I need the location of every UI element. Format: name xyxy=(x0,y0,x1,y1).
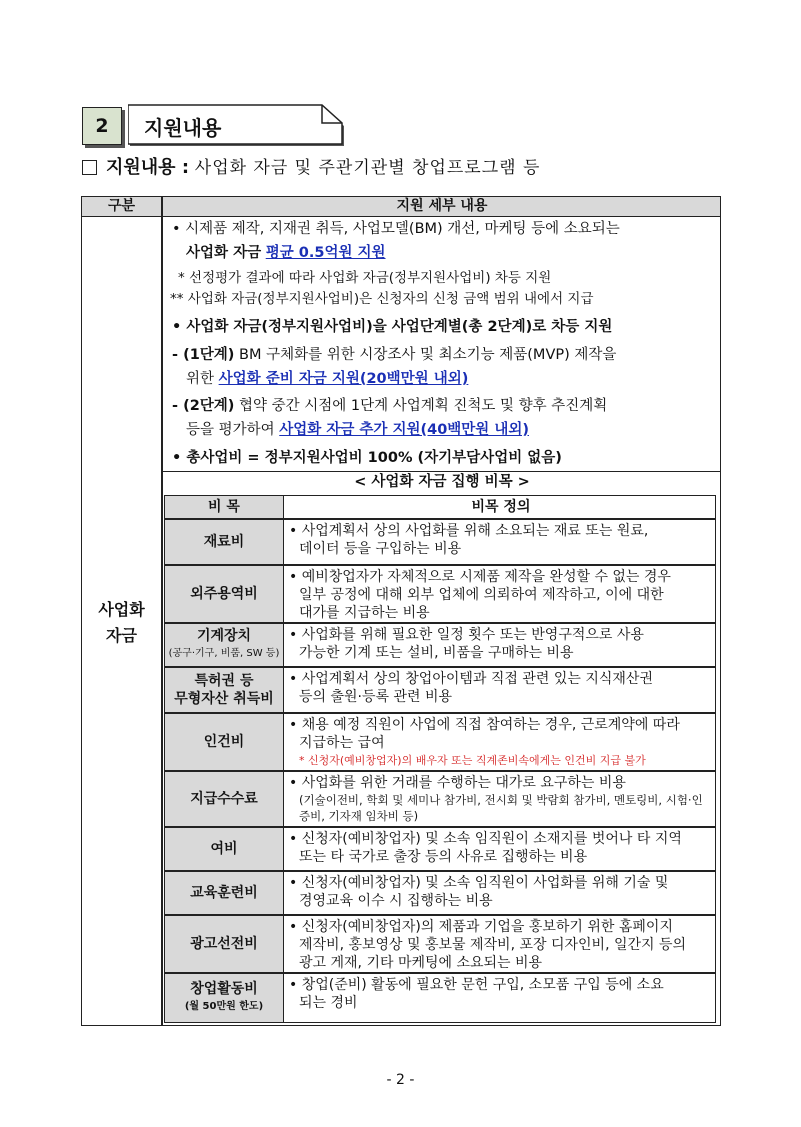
expense-definition xyxy=(289,568,709,622)
definition-line: 제작비, 홍보영상 및 홍보물 제작비, 포장 디자인비, 일간지 등의 xyxy=(299,937,687,953)
expense-name-sub: (월 50만원 한도) xyxy=(184,1001,264,1012)
detail-highlight: 평균 0.5억원 지원 xyxy=(265,245,386,261)
header-detail: 지원 세부 내용 xyxy=(396,198,488,214)
row-label xyxy=(82,597,161,649)
expense-definition xyxy=(289,918,709,972)
stage-text: 위한 xyxy=(186,371,219,387)
subtitle-label: 지원내용 : xyxy=(106,157,190,178)
checkbox-square-icon xyxy=(82,160,97,175)
table-row xyxy=(164,827,716,871)
stage-highlight: 사업화 자금 추가 지원(40백만원 내외) xyxy=(279,422,529,438)
definition-line: • 창업(준비) 활동에 필요한 문헌 구입, 소모품 구입 등에 소요 xyxy=(289,977,664,993)
table-row xyxy=(164,973,716,1023)
definition-warning: * 신청자(예비창업자)의 배우자 또는 직계존비속에게는 인건비 지급 불가 xyxy=(299,754,646,767)
definition-line: 광고 게재, 기타 마케팅에 소요되는 비용 xyxy=(299,955,543,971)
table-row xyxy=(164,519,716,565)
detail-note: * 선정평가 결과에 따라 사업화 자금(정부지원사업비) 차등 지원 xyxy=(178,270,552,286)
definition-line: • 채용 예정 직원이 사업에 직접 참여하는 경우, 근로계약에 따라 xyxy=(289,717,680,733)
expense-header-definition: 비목 정의 xyxy=(471,499,531,515)
subtitle-line xyxy=(106,153,540,179)
expense-definition xyxy=(289,976,709,1012)
definition-line: 경영교육 이수 시 집행하는 비용 xyxy=(299,893,493,909)
expense-table-header xyxy=(164,495,716,519)
expense-definition xyxy=(289,874,709,910)
expense-name-text: 기계장치 xyxy=(196,628,252,644)
section-title-box xyxy=(128,104,346,146)
expense-name: 지급수수료 xyxy=(165,772,284,826)
row-label-line2: 자금 xyxy=(106,626,137,645)
expense-name xyxy=(165,668,284,712)
definition-line: • 신청자(예비창업자) 및 소속 임직원이 소재지를 벗어나 타 지역 xyxy=(289,831,682,847)
expense-name-text: 창업활동비 xyxy=(190,981,258,997)
expense-name: 외주용역비 xyxy=(165,566,284,622)
definition-line: 또는 타 국가로 출장 등의 사유로 집행하는 비용 xyxy=(299,849,588,865)
section-number-box: 2 xyxy=(82,107,122,145)
expense-name-sub: (공구·기구, 비품, SW 등) xyxy=(168,648,280,659)
expense-name-sub: 무형자산 취득비 xyxy=(174,691,274,707)
table-row xyxy=(164,915,716,973)
expense-definition xyxy=(289,670,709,706)
expense-name xyxy=(165,974,284,1022)
definition-note: (기술이전비, 학회 및 세미나 참가비, 전시회 및 박람회 참가비, 멘토링비, 시험·인증비, 기자재 임차비 등) xyxy=(299,793,703,823)
stage-text: 협약 중간 시점에 1단계 사업계획 진척도 및 향후 추진계획 xyxy=(234,398,608,414)
definition-line: • 사업화를 위해 필요한 일정 횟수 또는 반영구적으로 사용 xyxy=(289,627,644,643)
detail-line-bold: • 총사업비 = 정부지원사업비 100% (자기부담사업비 없음) xyxy=(172,450,562,466)
table-row xyxy=(164,871,716,915)
detail-line: • 시제품 제작, 지재권 취득, 사업모델(BM) 개선, 마케팅 등에 소요되는 xyxy=(172,221,620,237)
definition-line: • 사업계획서 상의 창업아이템과 직접 관련 있는 지식재산권 xyxy=(289,671,653,687)
definition-line: • 사업화를 위한 거래를 수행하는 대가로 요구하는 비용 xyxy=(289,775,626,791)
detail-line-bold: • 사업화 자금(정부지원사업비)을 사업단계별(총 2단계)로 차등 지원 xyxy=(172,319,613,335)
table-row xyxy=(164,713,716,771)
sub-table-caption: < 사업화 자금 집행 비목 > xyxy=(163,471,721,492)
stage-label: - (2단계) xyxy=(172,398,235,414)
column-divider xyxy=(161,197,163,1025)
expense-name-text: 특허권 등 xyxy=(194,673,254,689)
table-row xyxy=(164,771,716,827)
stage-text: BM 구체화를 위한 시장조사 및 최소기능 제품(MVP) 제작을 xyxy=(234,347,617,363)
expense-definition xyxy=(289,626,709,662)
expense-definition xyxy=(289,774,709,824)
definition-line: 대가를 지급하는 비용 xyxy=(299,605,430,621)
definition-line: 되는 경비 xyxy=(299,995,358,1011)
expense-name: 여비 xyxy=(165,828,284,870)
definition-line: • 신청자(예비창업자)의 제품과 기업을 홍보하기 위한 홈페이지 xyxy=(289,919,673,935)
detail-line xyxy=(186,243,386,263)
expense-header-name: 비 목 xyxy=(165,496,284,518)
definition-line: 지급하는 급여 xyxy=(299,735,385,751)
expense-definition xyxy=(289,522,709,558)
expense-name: 재료비 xyxy=(165,520,284,564)
expense-name xyxy=(165,624,284,666)
definition-line: • 사업계획서 상의 사업화를 위해 소요되는 재료 또는 원료, xyxy=(289,523,649,539)
definition-line: 가능한 기계 또는 설비, 비품을 구매하는 비용 xyxy=(299,645,574,661)
detail-bold: 사업화 자금 xyxy=(186,245,262,261)
table-row xyxy=(164,667,716,713)
detail-line xyxy=(186,420,529,440)
subtitle-text: 사업화 자금 및 주관기관별 창업프로그램 등 xyxy=(194,158,541,178)
definition-line: 등의 출원·등록 관련 비용 xyxy=(299,689,453,705)
definition-line: 데이터 등을 구입하는 비용 xyxy=(299,541,462,557)
expense-name: 인건비 xyxy=(165,714,284,770)
stage-highlight: 사업화 준비 자금 지원(20백만원 내외) xyxy=(218,371,469,387)
stage-text: 등을 평가하여 xyxy=(186,422,280,438)
detail-line xyxy=(172,396,607,416)
definition-line: 일부 공정에 대해 외부 업체에 의뢰하여 제작하고, 이에 대한 xyxy=(299,587,664,603)
detail-line xyxy=(186,369,468,389)
expense-definition xyxy=(289,716,709,770)
expense-definition xyxy=(289,830,709,866)
detail-note: ** 사업화 자금(정부지원사업비)은 신청자의 신청 금액 범위 내에서 지급 xyxy=(170,291,594,307)
row-label-line1: 사업화 xyxy=(98,600,145,619)
section-title: 지원내용 xyxy=(144,116,222,140)
expense-name: 광고선전비 xyxy=(165,916,284,972)
table-row xyxy=(164,565,716,623)
definition-line: • 예비창업자가 자체적으로 시제품 제작을 완성할 수 없는 경우 xyxy=(289,569,671,585)
page-number: - 2 - xyxy=(386,1072,415,1088)
definition-line: • 신청자(예비창업자) 및 소속 임직원이 사업화를 위해 기술 및 xyxy=(289,875,669,891)
detail-line xyxy=(172,345,616,365)
table-row xyxy=(164,623,716,667)
stage-label: - (1단계) xyxy=(172,347,235,363)
header-category: 구분 xyxy=(107,198,136,214)
expense-name: 교육훈련비 xyxy=(165,872,284,914)
